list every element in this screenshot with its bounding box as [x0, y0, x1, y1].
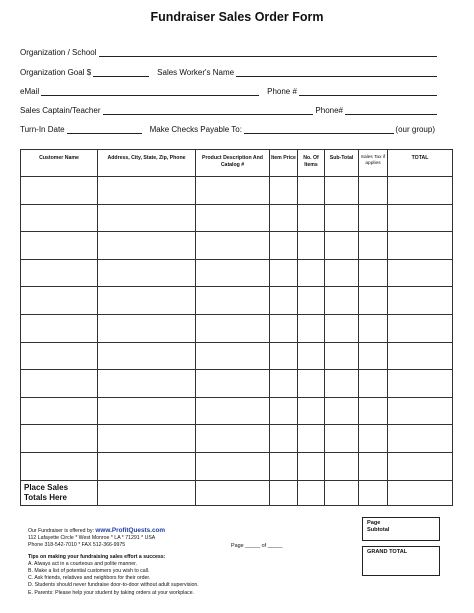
- table-cell[interactable]: [298, 204, 325, 232]
- tips-list: [28, 554, 199, 597]
- header-customer-name: Customer Name: [21, 150, 98, 177]
- worker-field[interactable]: [236, 68, 437, 77]
- offered-by-label: Our Fundraiser is offered by:: [28, 528, 94, 534]
- table-cell[interactable]: [325, 232, 359, 260]
- checks-field[interactable]: [244, 125, 394, 134]
- phone2-label: Phone#: [315, 106, 343, 115]
- table-cell[interactable]: [298, 425, 325, 453]
- table-cell[interactable]: [359, 370, 388, 398]
- table-cell[interactable]: [388, 232, 453, 260]
- table-cell[interactable]: [359, 452, 388, 480]
- table-cell[interactable]: [388, 177, 453, 205]
- table-cell[interactable]: [298, 370, 325, 398]
- table-cell[interactable]: [359, 397, 388, 425]
- table-cell[interactable]: [270, 204, 298, 232]
- table-cell[interactable]: [196, 370, 270, 398]
- totals-cell[interactable]: [388, 480, 453, 505]
- table-cell[interactable]: [298, 397, 325, 425]
- table-row: [21, 287, 453, 315]
- table-cell[interactable]: [359, 314, 388, 342]
- form-title: Fundraiser Sales Order Form: [150, 10, 324, 24]
- table-cell[interactable]: [98, 342, 196, 370]
- header-no-of-items: No. Of Items: [298, 150, 325, 177]
- table-cell[interactable]: [196, 287, 270, 315]
- table-cell[interactable]: [21, 452, 98, 480]
- table-cell[interactable]: [196, 259, 270, 287]
- table-cell[interactable]: [325, 342, 359, 370]
- table-row: [21, 342, 453, 370]
- table-cell[interactable]: [388, 204, 453, 232]
- table-cell[interactable]: [270, 370, 298, 398]
- table-cell[interactable]: [98, 287, 196, 315]
- goal-row: [20, 65, 437, 77]
- grand-total-box[interactable]: [362, 546, 440, 576]
- header-item-price: Item Price: [270, 150, 298, 177]
- footer-info: [28, 527, 199, 597]
- captain-field[interactable]: [103, 106, 314, 115]
- checks-suffix: (our group): [395, 125, 435, 134]
- table-cell[interactable]: [388, 342, 453, 370]
- table-row: [21, 370, 453, 398]
- table-cell[interactable]: [298, 452, 325, 480]
- table-cell[interactable]: [359, 425, 388, 453]
- totals-cell[interactable]: [325, 480, 359, 505]
- table-cell[interactable]: [359, 287, 388, 315]
- table-cell[interactable]: [270, 452, 298, 480]
- tip-item: B. Make a list of potential customers you wish to call.: [28, 568, 150, 575]
- table-cell[interactable]: [325, 204, 359, 232]
- table-cell[interactable]: [98, 232, 196, 260]
- tip-item: D. Students should never fundraise door-to-door without adult supervision.: [28, 582, 199, 589]
- table-cell[interactable]: [388, 287, 453, 315]
- table-cell[interactable]: [21, 342, 98, 370]
- page-number: Page _____ of _____: [231, 543, 283, 549]
- grand-total-label: GRAND TOTAL: [367, 549, 408, 555]
- table-cell[interactable]: [196, 425, 270, 453]
- table-cell[interactable]: [388, 259, 453, 287]
- totals-label-line2: Totals Here: [24, 492, 67, 502]
- organization-field[interactable]: [99, 48, 438, 57]
- table-cell[interactable]: [325, 177, 359, 205]
- table-cell[interactable]: [21, 287, 98, 315]
- table-cell[interactable]: [270, 342, 298, 370]
- table-header-row: [21, 150, 453, 177]
- organization-label: Organization / School: [20, 48, 97, 57]
- header-subtotal: Sub-Total: [325, 150, 359, 177]
- table-cell[interactable]: [196, 397, 270, 425]
- table-cell[interactable]: [196, 342, 270, 370]
- table-cell[interactable]: [388, 452, 453, 480]
- offered-by-line: [28, 527, 199, 535]
- table-cell[interactable]: [270, 177, 298, 205]
- company-address: 112 Lafayette Circle * West Monroe * LA * 71291 * USA: [28, 535, 156, 542]
- table-cell[interactable]: [270, 425, 298, 453]
- header-address: Address, City, State, Zip, Phone: [98, 150, 196, 177]
- table-cell[interactable]: [270, 397, 298, 425]
- table-cell[interactable]: [359, 232, 388, 260]
- table-cell[interactable]: [196, 452, 270, 480]
- totals-cell[interactable]: [98, 480, 196, 505]
- website-link[interactable]: www.ProfitQuests.com: [95, 527, 166, 534]
- phone1-label: Phone #: [267, 87, 297, 96]
- table-cell[interactable]: [21, 314, 98, 342]
- tip-item: E. Parents: Please help your student by taking orders at your workplace.: [28, 589, 195, 596]
- table-cell[interactable]: [21, 370, 98, 398]
- captain-label: Sales Captain/Teacher: [20, 106, 101, 115]
- table-cell[interactable]: [298, 287, 325, 315]
- table-cell[interactable]: [98, 397, 196, 425]
- worker-label: Sales Worker's Name: [157, 68, 235, 77]
- table-cell[interactable]: [325, 314, 359, 342]
- table-cell[interactable]: [298, 314, 325, 342]
- goal-label: Organization Goal $: [20, 68, 92, 77]
- table-cell[interactable]: [388, 397, 453, 425]
- table-cell[interactable]: [325, 259, 359, 287]
- tip-item: C. Ask friends, relatives and neighbors for their order.: [28, 575, 151, 582]
- table-cell[interactable]: [21, 177, 98, 205]
- tip-item: A. Always act in a courteous and polite manner.: [28, 560, 137, 567]
- email-label: eMail: [20, 87, 40, 96]
- table-cell[interactable]: [270, 287, 298, 315]
- table-row: [21, 177, 453, 205]
- organization-row: [20, 45, 437, 57]
- totals-row: [21, 480, 453, 505]
- table-cell[interactable]: [196, 314, 270, 342]
- header-product: Product Description And Catalog #: [196, 150, 270, 177]
- table-cell[interactable]: [98, 452, 196, 480]
- table-cell[interactable]: [98, 259, 196, 287]
- table-cell[interactable]: [298, 177, 325, 205]
- table-cell[interactable]: [325, 425, 359, 453]
- table-row: [21, 425, 453, 453]
- turnin-field[interactable]: [67, 125, 142, 134]
- header-sales-tax: Sales Tax if applies: [359, 150, 388, 177]
- table-cell[interactable]: [21, 425, 98, 453]
- table-cell[interactable]: [21, 204, 98, 232]
- table-cell[interactable]: [388, 370, 453, 398]
- table-cell[interactable]: [388, 425, 453, 453]
- goal-field[interactable]: [93, 68, 149, 77]
- table-cell[interactable]: [359, 177, 388, 205]
- email-row: [20, 84, 437, 96]
- table-cell[interactable]: [325, 452, 359, 480]
- table-cell[interactable]: [325, 370, 359, 398]
- totals-label: [21, 480, 98, 505]
- table-row: [21, 452, 453, 480]
- totals-cell[interactable]: [298, 480, 325, 505]
- header-total: TOTAL: [388, 150, 453, 177]
- table-cell[interactable]: [98, 314, 196, 342]
- table-cell[interactable]: [21, 259, 98, 287]
- tips-heading: Tips on making your fundraising sales effort a success:: [28, 553, 166, 560]
- table-cell[interactable]: [98, 370, 196, 398]
- turnin-label: Turn-In Date: [20, 125, 65, 134]
- table-cell[interactable]: [21, 397, 98, 425]
- page-subtotal-label: Page: [367, 520, 381, 526]
- phone1-field[interactable]: [299, 87, 437, 96]
- table-cell[interactable]: [298, 342, 325, 370]
- subtotal-label: Subtotal: [367, 527, 390, 533]
- table-cell[interactable]: [359, 259, 388, 287]
- table-cell[interactable]: [270, 259, 298, 287]
- table-cell[interactable]: [388, 314, 453, 342]
- table-row: [21, 259, 453, 287]
- table-row: [21, 204, 453, 232]
- table-cell[interactable]: [98, 177, 196, 205]
- totals-cell[interactable]: [270, 480, 298, 505]
- email-field[interactable]: [41, 87, 259, 96]
- totals-cell[interactable]: [359, 480, 388, 505]
- table-row: [21, 232, 453, 260]
- table-cell[interactable]: [196, 177, 270, 205]
- totals-cell[interactable]: [196, 480, 270, 505]
- totals-label-line1: Place Sales: [24, 482, 69, 492]
- table-cell[interactable]: [196, 204, 270, 232]
- turnin-row: [20, 122, 437, 134]
- table-cell[interactable]: [298, 232, 325, 260]
- order-table: [20, 149, 453, 506]
- page-subtotal-box[interactable]: [362, 517, 440, 541]
- table-cell[interactable]: [196, 232, 270, 260]
- table-cell[interactable]: [21, 232, 98, 260]
- table-cell[interactable]: [298, 259, 325, 287]
- captain-row: [20, 103, 437, 115]
- table-row: [21, 314, 453, 342]
- table-cell[interactable]: [325, 287, 359, 315]
- table-cell[interactable]: [98, 425, 196, 453]
- table-cell[interactable]: [325, 397, 359, 425]
- table-cell[interactable]: [270, 232, 298, 260]
- checks-label: Make Checks Payable To:: [149, 125, 242, 134]
- table-cell[interactable]: [359, 204, 388, 232]
- order-rows: [21, 177, 453, 506]
- company-contact: Phone 318-542-7010 * FAX 512-366-9975: [28, 542, 126, 549]
- table-row: [21, 397, 453, 425]
- table-cell[interactable]: [359, 342, 388, 370]
- phone2-field[interactable]: [345, 106, 437, 115]
- table-cell[interactable]: [98, 204, 196, 232]
- table-cell[interactable]: [270, 314, 298, 342]
